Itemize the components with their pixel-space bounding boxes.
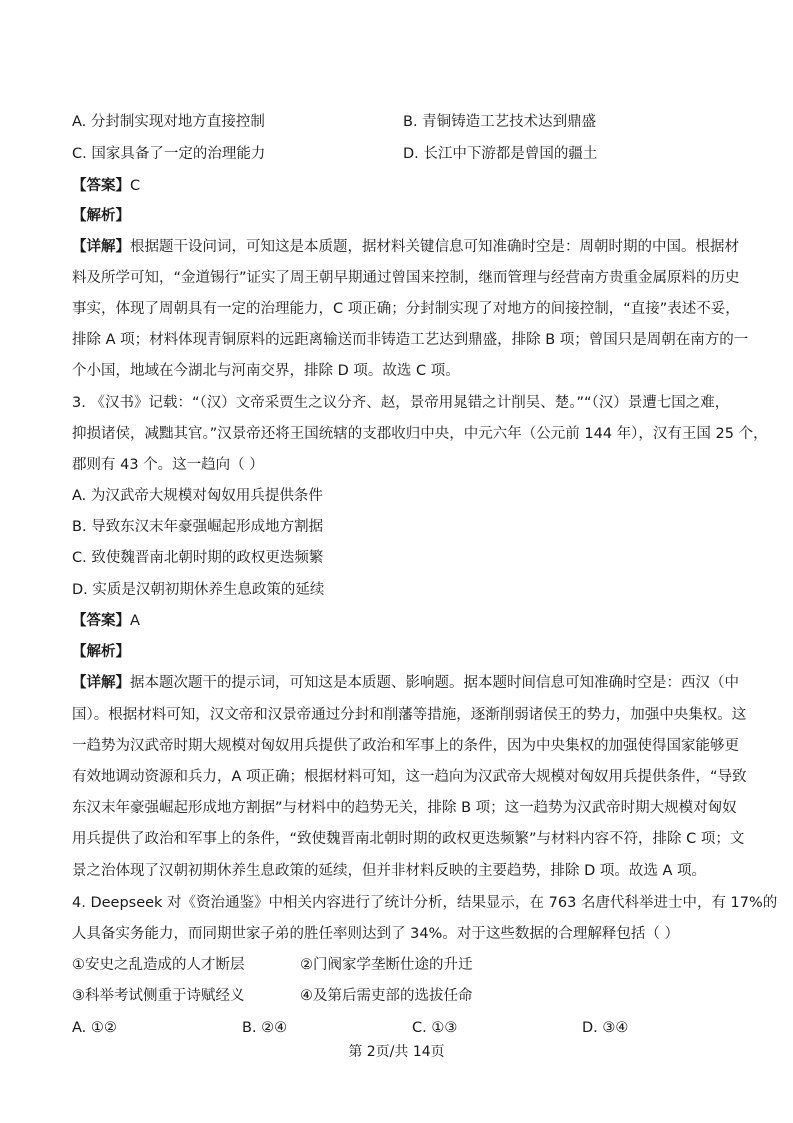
q2-option-c: C. 国家具备了一定的治理能力 (72, 146, 266, 162)
q2-option-b: B. 青铜铸造工艺技术达到鼎盛 (403, 114, 597, 130)
q3-option-b: B. 导致东汉末年豪强崛起形成地方割据 (72, 519, 324, 535)
analysis-tag: 【解析】 (72, 208, 130, 224)
q4-stem-line-1: 4. Deepseek 对《资治通鉴》中相关内容进行了统计分析，结果显示，在 763 名唐代科举进士中，有 17%的 (72, 895, 778, 911)
q3-option-c: C. 致使魏晋南北朝时期的政权更迭频繁 (72, 550, 324, 566)
q2-analysis-tag (72, 206, 130, 226)
q3-option-d: D. 实质是汉朝初期休养生息政策的延续 (72, 582, 325, 598)
answer-value: C (130, 178, 141, 194)
q2-detail-line-5: 个小国，地域在今湖北与河南交界，排除 D 项。故选 C 项。 (72, 363, 460, 379)
q3-detail-line-6: 用兵提供了政治和军事上的条件，“致使魏晋南北朝时期的政权更迭频繁”与材料内容不符，排除 C 项；文 (72, 831, 745, 847)
answer-tag: 【答案】 (72, 613, 130, 629)
q2-option-a: A. 分封制实现对地方直接控制 (72, 114, 265, 130)
q3-stem-line-1: 3. 《汉书》记载：“（汉）文帝采贾生之议分齐、赵，景帝用晁错之计削吴、楚。”“（汉）景遭七国之难， (72, 395, 730, 411)
answer-tag: 【答案】 (72, 178, 130, 194)
detail-text: 根据题干设问词，可知这是本质题，据材料关键信息可知准确时空是：周朝时期的中国。根据材 (130, 239, 739, 255)
q3-detail-line-1 (72, 673, 739, 693)
q3-detail-line-7: 景之治体现了汉朝初期休养生息政策的延续，但并非材料反映的主要趋势，排除 D 项。故选 A 项。 (72, 863, 707, 879)
analysis-tag: 【解析】 (72, 644, 130, 660)
q2-option-d: D. 长江中下游都是曾国的疆土 (403, 146, 598, 162)
q3-stem-line-2: 抑损诸侯，减黜其官。”汉景帝还将王国统辖的支郡收归中央，中元六年（公元前 144 年），汉有王国 25 个， (72, 426, 768, 442)
q3-answer (72, 611, 140, 631)
q2-detail-line-3: 事实，体现了周朝具有一定的治理能力，C 项正确；分封制实现了对地方的间接控制，“直接”表述不妥， (72, 301, 740, 317)
q4-choice-d: D. ③④ (582, 1020, 629, 1036)
q3-option-a: A. 为汉武帝大规模对匈奴用兵提供条件 (72, 488, 323, 504)
q3-stem-line-3: 郡则有 43 个。这一趋向（ ） (72, 457, 264, 473)
q3-detail-line-3: 一趋势为汉武帝时期大规模对匈奴用兵提供了政治和军事上的条件，因为中央集权的加强使得国家能够更 (72, 738, 739, 754)
q4-stem-line-2: 人具备实务能力，而同期世家子弟的胜任率则达到了 34%。对于这些数据的合理解释包括（ ） (72, 926, 679, 942)
q4-choice-c: C. ①③ (412, 1020, 458, 1036)
page-footer: 第 2页/共 14页 (348, 1044, 445, 1060)
q2-detail-line-1 (72, 237, 739, 257)
q4-choice-a: A. ①② (72, 1020, 117, 1036)
q2-detail-line-2: 料及所学可知，“金道锡行”证实了周王朝早期通过曾国来控制，继而管理与经营南方贵重金属原料的历史 (72, 270, 740, 286)
q4-choice-b: B. ②④ (242, 1020, 288, 1036)
q3-detail-line-2: 国）。根据材料可知，汉文帝和汉景帝通过分封和削藩等措施，逐渐削弱诸侯王的势力，加强中央集权。这 (72, 707, 747, 723)
answer-value: A (130, 613, 140, 629)
detail-tag: 【详解】 (72, 239, 130, 255)
q4-item-2: ②门阀家学垄断仕途的升迁 (300, 957, 473, 973)
q2-detail-line-4: 排除 A 项；材料体现青铜原料的远距离输送而非铸造工艺达到鼎盛，排除 B 项；曾国只是周朝在南方的一 (72, 332, 749, 348)
q3-detail-line-5: 东汉末年豪强崛起形成地方割据”与材料中的趋势无关，排除 B 项；这一趋势为汉武帝时期大规模对匈奴 (72, 800, 737, 816)
detail-tag: 【详解】 (72, 675, 130, 691)
q3-detail-line-4: 有效地调动资源和兵力，A 项正确；根据材料可知，这一趋向为汉武帝大规模对匈奴用兵提供条件，“导致 (72, 769, 747, 785)
q3-analysis-tag (72, 642, 130, 662)
q4-item-4: ④及第后需吏部的选拔任命 (300, 988, 473, 1004)
q4-item-3: ③科举考试侧重于诗赋经义 (72, 988, 245, 1004)
q2-answer (72, 176, 140, 196)
q4-item-1: ①安史之乱造成的人才断层 (72, 957, 245, 973)
detail-text: 据本题次题干的提示词，可知这是本质题、影响题。据本题时间信息可知准确时空是：西汉（中 (130, 675, 739, 691)
